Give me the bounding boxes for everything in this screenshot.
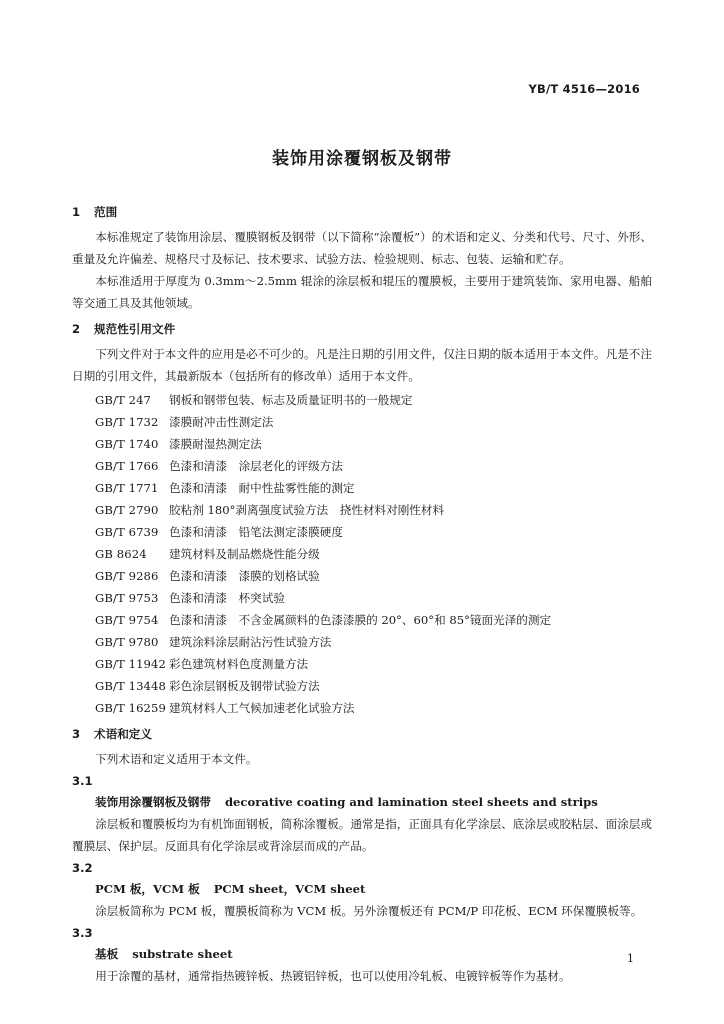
section-heading-normative [72, 320, 652, 339]
scope-paragraph: 本标准适用于厚度为 0.3mm～2.5mm 辊涂的涂层板和辊压的覆膜板，主要用于建筑装饰、家用电器、船舶等交通工具及其他领域。 [72, 274, 652, 310]
reference-title: 漆膜耐湿热测定法 [169, 437, 262, 451]
term-number: 3.2 [72, 861, 93, 875]
term-number: 3.3 [72, 926, 93, 940]
reference-title: 建筑材料及制品燃烧性能分级 [169, 547, 320, 561]
reference-item [72, 543, 652, 565]
term-english: substrate sheet [132, 947, 233, 961]
section-number: 1 [72, 205, 81, 219]
reference-code: GB/T 9286 [95, 569, 159, 583]
reference-item [72, 609, 652, 631]
document-title: 装饰用涂覆钢板及钢带 [272, 149, 452, 169]
reference-title: 胶粘剂 180°剥离强度试验方法 挠性材料对刚性材料 [169, 503, 445, 517]
reference-code: GB/T 6739 [95, 525, 159, 539]
term-english: PCM sheet，VCM sheet [213, 882, 366, 896]
reference-title: 漆膜耐冲击性测定法 [169, 415, 274, 429]
term-definition: 用于涂覆的基材，通常指热镀锌板、热镀铝锌板，也可以使用冷轧板、电镀锌板等作为基材。 [95, 969, 571, 983]
section-title: 术语和定义 [94, 727, 152, 741]
section-heading-terms [72, 725, 652, 744]
normative-intro: 下列文件对于本文件的应用是必不可少的。凡是注日期的引用文件，仅注日期的版本适用于本文件。凡是不注日期的引用文件，其最新版本（包括所有的修改单）适用于本文件。 [72, 347, 652, 383]
reference-item [72, 675, 652, 697]
term-heading [72, 878, 652, 900]
reference-item [72, 411, 652, 433]
reference-code: GB/T 16259 [95, 701, 166, 715]
section-number: 2 [72, 322, 81, 336]
reference-title: 色漆和清漆 铅笔法测定漆膜硬度 [169, 525, 343, 539]
term-english: decorative coating and lamination steel sheets and strips [224, 795, 598, 809]
term-chinese: PCM 板，VCM 板 [95, 882, 200, 896]
reference-list [72, 389, 652, 719]
reference-item [72, 477, 652, 499]
reference-title: 彩色建筑材料色度测量方法 [169, 657, 309, 671]
reference-title: 钢板和钢带包装、标志及质量证明书的一般规定 [169, 393, 413, 407]
page-number: 1 [627, 952, 634, 965]
section-title: 范围 [94, 205, 118, 219]
term-definition: 涂层板简称为 PCM 板，覆膜板简称为 VCM 板。另外涂覆板还有 PCM/P 印花板、ECM 环保覆膜板等。 [95, 904, 643, 918]
reference-code: GB/T 1732 [95, 415, 159, 429]
reference-title: 色漆和清漆 杯突试验 [169, 591, 285, 605]
reference-title: 建筑涂料涂层耐沾污性试验方法 [169, 635, 332, 649]
term-number: 3.1 [72, 774, 93, 788]
reference-item [72, 653, 652, 675]
reference-title: 彩色涂层钢板及钢带试验方法 [169, 679, 320, 693]
reference-code: GB/T 9753 [95, 591, 159, 605]
standard-number: YB/T 4516—2016 [528, 82, 640, 96]
reference-code: GB/T 2790 [95, 503, 159, 517]
reference-item [72, 499, 652, 521]
reference-title: 色漆和清漆 漆膜的划格试验 [169, 569, 320, 583]
reference-item [72, 389, 652, 411]
section-heading-scope [72, 203, 652, 222]
reference-code: GB/T 1766 [95, 459, 159, 473]
reference-code: GB/T 9780 [95, 635, 159, 649]
reference-code: GB 8624 [95, 547, 147, 561]
reference-code: GB/T 13448 [95, 679, 166, 693]
reference-code: GB/T 11942 [95, 657, 166, 671]
scope-paragraph: 本标准规定了装饰用涂层、覆膜钢板及钢带（以下简称“涂覆板”）的术语和定义、分类和代号、尺寸、外形、重量及允许偏差、规格尺寸及标记、技术要求、试验方法、检验规则、标志、包装、运输和贮存。 [72, 230, 652, 266]
reference-item [72, 587, 652, 609]
reference-item [72, 433, 652, 455]
reference-item [72, 697, 652, 719]
reference-code: GB/T 9754 [95, 613, 159, 627]
reference-item [72, 455, 652, 477]
section-number: 3 [72, 727, 81, 741]
reference-code: GB/T 247 [95, 393, 152, 407]
reference-title: 色漆和清漆 不含金属颜料的色漆漆膜的 20°、60°和 85°镜面光泽的测定 [169, 613, 552, 627]
document-body [72, 203, 652, 987]
reference-item [72, 521, 652, 543]
reference-title: 色漆和清漆 涂层老化的评级方法 [169, 459, 343, 473]
terms-intro: 下列术语和定义适用于本文件。 [95, 752, 258, 766]
reference-title: 建筑材料人工气候加速老化试验方法 [169, 701, 355, 715]
section-title: 规范性引用文件 [94, 322, 176, 336]
term-heading [72, 943, 652, 965]
term-definition: 涂层板和覆膜板均为有机饰面钢板，简称涂覆板。通常是指，正面具有化学涂层、底涂层或胶粘层、面涂层或覆膜层、保护层。反面具有化学涂层或背涂层而成的产品。 [72, 817, 652, 853]
term-heading [72, 791, 652, 813]
term-chinese: 装饰用涂覆钢板及钢带 [95, 795, 211, 809]
reference-code: GB/T 1771 [95, 481, 159, 495]
reference-item [72, 631, 652, 653]
reference-code: GB/T 1740 [95, 437, 159, 451]
reference-item [72, 565, 652, 587]
reference-title: 色漆和清漆 耐中性盐雾性能的测定 [169, 481, 355, 495]
term-chinese: 基板 [95, 947, 119, 961]
